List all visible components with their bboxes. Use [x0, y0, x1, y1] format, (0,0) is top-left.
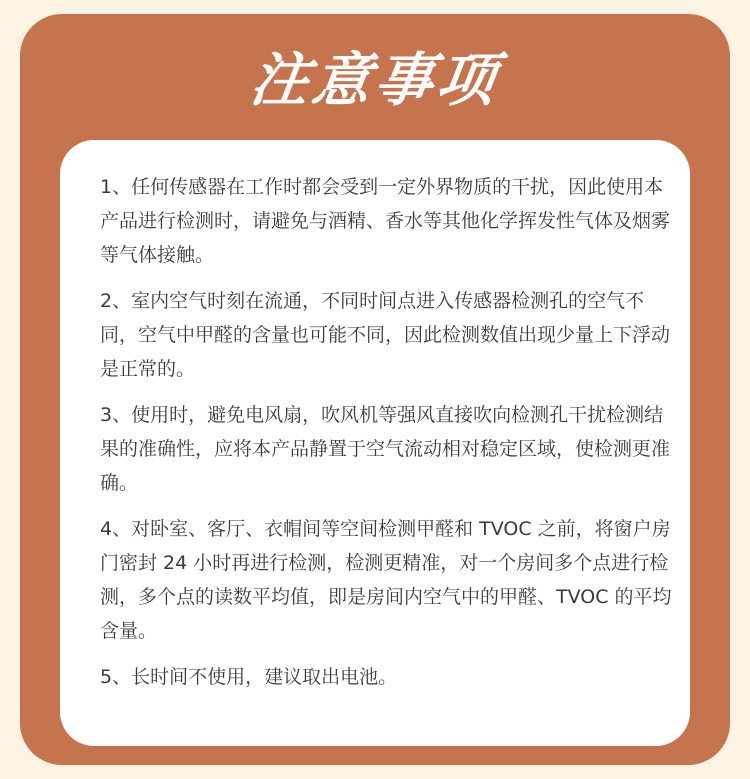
note-item-1: 1、任何传感器在工作时都会受到一定外界物质的干扰，因此使用本产品进行检测时，请避免与酒精、香水等其他化学挥发性气体及烟雾等气体接触。 [100, 176, 671, 266]
note-item-4: 4、对卧室、客厅、衣帽间等空间检测甲醛和 TVOC 之前，将窗户房门密封 24 小时再进行检测，检测更精准，对一个房间多个点进行检测，多个点的读数平均值，即是房间内空气中的甲醛、TVOC 的平均含量。 [100, 518, 672, 642]
note-item-5: 5、长时间不使用，建议取出电池。 [100, 666, 398, 688]
notice-title: 注意事项 [246, 46, 504, 114]
note-item-3: 3、使用时，避免电风扇，吹风机等强风直接吹向检测孔干扰检测结果的准确性，应将本产品静置于空气流动相对稳定区域，使检测更准确。 [100, 404, 671, 494]
note-item-2: 2、室内空气时刻在流通，不同时间点进入传感器检测孔的空气不同，空气中甲醛的含量也可能不同，因此检测数值出现少量上下浮动是正常的。 [100, 290, 671, 380]
notice-panel [20, 14, 730, 765]
notice-card [60, 140, 690, 746]
notes-list [100, 170, 675, 706]
